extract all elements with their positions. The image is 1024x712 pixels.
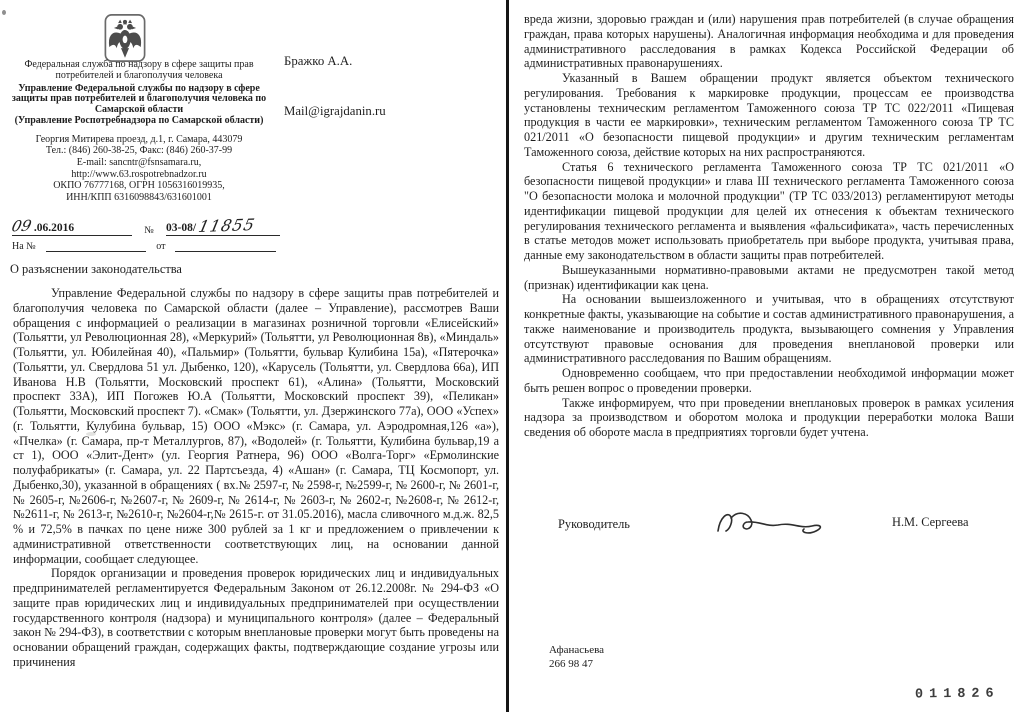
ref-label: На № — [12, 241, 36, 252]
paragraph: вреда жизни, здоровью граждан и (или) нарушения прав потребителей (в случае обращения граждан, права которых нарушены). Аналогичная информация необходима и для проведения административного расследования в рамках Кодекса Российской Федерации об административных правонарушениях. — [524, 12, 1014, 71]
paragraph: Управление Федеральной службы по надзору в сфере защиты прав потребителей и благополучия человека по Самарской области (далее – Управление), рассмотрев Ваши обращения с информацией о реализации в магазинах розничной торговли «Елисейский» (Тольятти, ул Революционная 28), «Меркурий» (Тольятти, ул Революционная 8в), «Миндаль» (Тольятти, ул. Юбилейная 40), «Пальмир» (Тольятти, бульвар Кулибина 15а), «Пятерочка» (Тольятти, ул. Свердлова 51 ул. Дыбенко, 120), «Карусель (Тольятти, ул. Свердлова 66а), ИП Иванова Н.В (Тольятти, Московский проспект 61), «Алина» (Тольятти, Московский проспект 33А), ИП Погожев Ю.А (Тольятти, Московский проспект 39), «Пеликан» (Тольятти, Московский проспект 7). «Смак» (Тольятти, ул. Дзержинского 77а), ООО «Успех» (г. Тольятти, Кулубина бульвар, 15) ООО «Мэкс» (г. Самара, ул. Аэродромная,126 «а»), «Пчелка» (г. Самара, пр-т Металлургов, 87), «Водолей» (г. Тольятти, Кулибина бульвар,19 а ст 1), ООО «Элит-Дент» (ул. Георгия Ратнера, 96) ООО «Волга-Торг» «Ермолинские полуфабрикаты» (г. Самара, ул. 22 Партсъезда, 4) «Ашан» (г. Самара, ТЦ Космопорт, ул. Дыбенко,30), указанной в обращениях ( вх.№ 2597-г, № 2598-г, №2599-г, № 2600-г, № 2601-г,№ 2605-г, №2606-г, №2607-г, № 2609-г, № 2614-г, № 2603-г, № 2602-г, №2608-г, № 2612-г, №2611-г, № 2613-г, №2610-г, №2604-г,№ 2615-г. от 31.05.2016), масла сливочного м.д.ж. 82,5 % и 72,5% в пачках по цене ниже 300 рублей за 1 кг и предложением о привлечении к административной ответственности соответствующих лиц, на основании данной информации, сообщает следующее. — [13, 286, 499, 566]
reference-row — [12, 239, 280, 252]
paragraph: Указанный в Вашем обращении продукт является объектом технического регулирования. Требования к маркировке продукции, процессам ее производства установлены техническим регламентом Таможенного союза ТР ТС 022/2011 «Пищевая продукция в части ее маркировки», техническим регламентом Таможенного союза ТР ТС 021/2011 «О безопасности пищевой продукции» и другим техническим регламентам Таможенного союза, действие которых на них распространяются. — [524, 71, 1014, 159]
paragraph: На основании вышеизложенного и учитывая, что в обращениях отсутствуют конкретные факты, указывающие на событие и состав административного правонарушения, а также наименование и производитель продукта, вызывающего сомнения у Управления отсутствуют правовые основания для проведения внеплановой проверки или административного расследования по Вашим обращениям. — [524, 292, 1014, 366]
ref-from-label: от — [156, 241, 166, 252]
page2-body — [524, 12, 1014, 440]
executor-phone: 266 98 47 — [549, 658, 593, 670]
date-field — [9, 216, 132, 236]
postal-address: Георгия Митирева проезд, д.1, г. Самара, 443079 — [35, 133, 243, 145]
date-handwritten: 09 — [9, 216, 34, 236]
signer-title: Руководитель — [558, 517, 630, 531]
paragraph: Одновременно сообщаем, что при предоставлении необходимой информации может быть решен вопрос о проведении проверки. — [524, 366, 1014, 395]
executor-block — [549, 643, 604, 671]
page1-body — [13, 286, 499, 670]
subject-line: О разъяснении законодательства — [10, 262, 182, 276]
ref-date-blank — [175, 239, 276, 252]
website-line: http://www.63.rospotrebnadzor.ru — [71, 168, 207, 180]
stamped-number: 011826 — [915, 686, 1001, 703]
addressee-email: Mail@igrajdanin.ru — [284, 104, 386, 118]
paragraph: Вышеуказанными нормативно-правовыми актами не предусмотрен такой метод (признак) идентификации как цена. — [524, 262, 1014, 292]
signature-handwriting — [704, 505, 834, 550]
executor-name: Афанасьева — [549, 644, 605, 656]
date-typed: .06.2016 — [33, 222, 75, 234]
department-name: Управление Федеральной службы по надзору в сфере защиты прав потребителей и благополучия человека по Самарской области — [11, 82, 267, 116]
number-sign: № — [144, 225, 154, 236]
letterhead — [6, 60, 272, 203]
ref-number-blank — [46, 239, 147, 252]
email-line: E-mail: sancntr@fsnsamara.ru, — [76, 156, 202, 168]
phone-fax: Тел.: (846) 260-38-25, Факс: (846) 260-37-99 — [45, 145, 233, 157]
signature-block — [524, 505, 1002, 545]
addressee-name: Бражко А.А. — [284, 54, 353, 68]
paragraph: Также информируем, что при проведении внеплановых проверок в рамках усиления надзора за производством и оборотом молока и продукции переработки молока Ваши сведения об обороте масла в предприятиях торговли будет учтена. — [524, 395, 1014, 439]
paragraph: Статья 6 технического регламента Таможенного союза ТР ТС 021/2011 «О безопасности пищевой продукции» и глава III технического регламента Таможенного союза "О безопасности молока и молочной продукции" (ТР ТС 033/2013) регламентируют методы идентификации пищевой продукции для целей их отнесения к объектам технического регулирования технического регламента и выявления «фальсификата», часть перечисленных в статье методов может использовать приобретатель при выборе продукта, учитывая права, данные ему законодательством в области защиты прав потребителей. — [524, 159, 1014, 262]
inn-kpp-line: ИНН/КПП 6316098843/631601001 — [66, 191, 212, 203]
outgoing-number-field — [166, 216, 280, 236]
page-2 — [509, 0, 1024, 712]
date-number-row — [9, 215, 280, 236]
number-typed: 03-08/ — [166, 222, 197, 234]
coat-of-arms-icon — [104, 13, 146, 63]
agency-name: Федеральная служба по надзору в сфере защиты прав потребителей и благополучия человека — [24, 59, 254, 81]
signer-name: Н.М. Сергеева — [892, 515, 969, 529]
scan-artifact — [2, 10, 6, 15]
department-short-name: (Управление Роспотребнадзора по Самарской области) — [14, 114, 264, 126]
okpo-ogrn-line: ОКПО 76777168, ОГРН 1056316019935, — [53, 180, 225, 192]
paragraph: Порядок организации и проведения проверок юридических лиц и индивидуальных предпринимателей регламентируется Федеральным Законом от 26.12.2008г. № 294-ФЗ «О защите прав юридических лиц и индивидуальных предпринимателей при осуществлении государственного контроля (надзора) и муниципального контроля» (далее – Федеральный закон № 294-ФЗ), в соответствии с которым внеплановые проверки могут быть проведены на основании обращений граждан, содержащих факты, подтверждающие создание угрозы или причинения — [13, 566, 499, 669]
contact-block — [6, 134, 272, 204]
page-1 — [0, 0, 506, 712]
number-handwritten: 11855 — [196, 215, 257, 236]
